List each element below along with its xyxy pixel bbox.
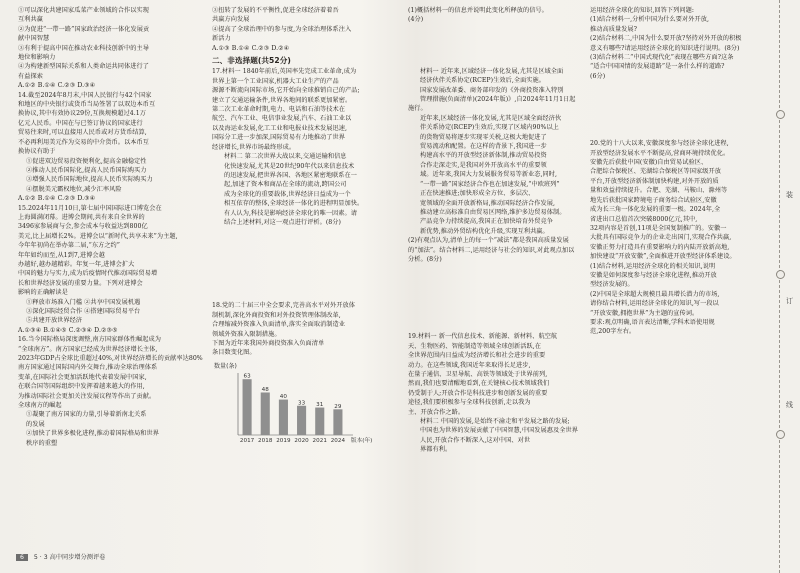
text-line: 合作走深走实,是我国对外开放高水平的重要领 <box>420 161 547 169</box>
text-line: 平台,开放型经济新体制加快构建,对外开放的质 <box>590 177 719 185</box>
text-line: 意义有哪些?请运用经济全球化的知识进行说明。(8分) <box>590 44 740 52</box>
text-line: ②加快了世界多极化进程,推动着国际格局和世界 <box>26 430 160 438</box>
text-line: 合理缩减外资准入负面清单,落实全面取消制造业 <box>212 321 346 329</box>
text-line: 材料二 中国的发展,是始终不渝走和平发展之路的发展; <box>420 418 570 425</box>
text-line: 有益探索 <box>18 72 43 80</box>
text-line: (3)结合材料二“中国式现代化”表现在哪些方面?这条 <box>590 54 734 62</box>
text-line: 和地区的中央银行或货币当局签署了以双边本币互 <box>18 101 156 109</box>
text-line: 地位和影响力 <box>18 54 56 62</box>
text-line: 有人认为,科技是影响经济全球化的唯一因素。请 <box>224 209 358 217</box>
q15-stem <box>18 204 204 298</box>
text-line: 途径,我们要积极参与全球科技创新,走以我为 <box>408 399 531 407</box>
x-tick-label: 2018 <box>258 437 273 444</box>
page-number: 6 <box>16 554 28 561</box>
text-line: (2)有观点认为,清单上的每一个“减法”都是我国高质量发展的“加法”。结合材料二,运用经济与社会的知识,对此观点加以分析。(8分) <box>408 237 575 263</box>
text-line: 年年如约而至,从1到7,进博会越 <box>18 251 105 259</box>
text-line: “一带一路”国家经济合作也在加速发展,“中欧班列” <box>420 180 560 188</box>
text-line: 的迅速发展,把世界各国、各地区紧密地联系在一 <box>224 171 358 179</box>
text-line: “开放安徽,拥抱世界”为主题的宣传词。 <box>590 309 699 317</box>
text-line: 源源不断流向国际市场,它开始向全球推销自己的产品; <box>212 87 360 95</box>
text-line: 起,加速了资本和商品在全球的流动,跨国公司 <box>224 181 347 189</box>
bar-chart <box>212 361 392 453</box>
bar-chart-svg <box>212 361 387 453</box>
text-line: 的发展 <box>26 420 45 428</box>
q19-material-1 <box>408 332 580 417</box>
text-line: 航空、汽车工业、电信事业发展,汽车、石油工业以 <box>212 115 352 123</box>
text-line: 开放型经济发展水平不断提高,营商环境持续优化。 <box>590 149 730 157</box>
x-tick-label: 2017 <box>239 437 255 444</box>
text-line: 3496家参展商与会,参会成本与收益达到800亿 <box>18 223 148 231</box>
bar-2021 <box>315 407 324 434</box>
text-line: (1)概括材料一的信息并说明此变化所释放的信号。 <box>408 7 548 14</box>
text-line: (1)结合材料,运用经济全球化的相关知识,说明 <box>590 262 716 270</box>
text-line: ④为构建新型国际关系和人类命运共同体进行了 <box>18 63 149 71</box>
q16-stem <box>18 335 204 410</box>
column-3 <box>408 6 580 455</box>
text-line: 大批具有国际竞争力的企业走出国门,实现合作共赢, <box>590 234 732 242</box>
bar-value-label: 31 <box>316 401 324 408</box>
bar-value-label: 48 <box>261 386 269 393</box>
text-line: 主、开放合作之路。 <box>408 408 465 416</box>
text-line: 共赢方向发展 <box>212 16 250 24</box>
text-line: (2)中国是全球超大规模且最具增长潜力的市场, <box>590 290 720 298</box>
text-line: (6分) <box>590 72 606 80</box>
x-tick-label: 2019 <box>276 437 291 444</box>
text-line: 成为全球化的重要载体,世界经济日益成为一个 <box>224 190 351 198</box>
text-line: (2)结合材料二,中国为什么要开放?坚持对外开放的积极 <box>590 35 742 43</box>
footer-title: 5 · 3 高中同步增分测评卷 <box>33 554 106 561</box>
text-line: 长和世界经济发展的重要力量。下列对进博会 <box>18 279 143 287</box>
binding-label: 线 <box>786 401 793 409</box>
q18-material-2 <box>408 114 580 236</box>
text-line: 全球南方的崛起 <box>18 402 62 410</box>
text-line: 下图为近年来我国外商投资准入负面清单 <box>212 339 325 347</box>
x-tick-label: 2020 <box>294 437 309 444</box>
q18-sub1 <box>408 6 580 25</box>
text-line: 互利共赢 <box>18 16 43 24</box>
text-line: 影响的正确解读是 <box>18 289 68 297</box>
q20-questions <box>590 262 760 337</box>
text-line: 正在快速推进;加快形成全方位、多层次、 <box>420 190 535 198</box>
text-line: 美元,比上届增长2%。进博会以“新时代,共享未来”为主题, <box>18 232 178 240</box>
x-tick-label: 2021 <box>312 437 327 444</box>
text-line: 动力。在这些领域,我国近年来取得长足进步, <box>408 361 531 369</box>
column-1 <box>18 6 204 448</box>
q19-material-2 <box>408 417 580 455</box>
text-line: 范,200字左右。 <box>590 328 636 336</box>
text-line: ④摆脱美元霸权地位,减少汇率风险 <box>26 185 122 193</box>
text-line: 换协议有助于 <box>18 148 56 156</box>
q14-choices: A.①② B.①④ C.②③ D.③④ <box>18 195 96 203</box>
binding-hole <box>776 270 785 279</box>
bar-2020 <box>297 406 306 435</box>
text-line: (1)结合材料一,分析中国为什么要对外开放, <box>590 16 709 24</box>
text-line: 秩序的重塑 <box>26 439 58 447</box>
bar-value-label: 29 <box>334 403 342 410</box>
text-line: 材料二 第二次世界大战以来,交通运输和信息 <box>224 153 347 161</box>
text-line: 2023年GDP占全球比重超过40%,对世界经济增长的贡献率达80% <box>18 355 203 363</box>
column-4 <box>590 6 760 337</box>
text-line: 16.当今国际格局深度调整,南方国家群体性崛起成为 <box>18 336 161 344</box>
text-line: 加快建设“开放安徽”,全面推进开放型经济体系建设。 <box>590 253 736 261</box>
answer-space <box>408 264 580 332</box>
text-line: 在联合国等国际组织中发挥着越来越大的作用, <box>18 383 145 391</box>
text-line: 为推动国际社会更加关注发展议程等作出了贡献。 <box>18 392 156 400</box>
text-line: ③增强人民币国际地位,提高人民币实际购买力 <box>26 176 153 184</box>
text-line: 合肥综合保税区、芜湖综合保税区等国家级开放 <box>590 168 721 176</box>
text-line: 国际分工进一步加深,国际贸易有力地推动了世界 <box>212 134 346 142</box>
text-line: 18.党的二十届三中全会要求,完善高水平对外开放体 <box>212 302 355 310</box>
text-line: ②推动人民币国际化,提高人民币国际购买力 <box>26 166 147 174</box>
page-footer <box>16 552 105 561</box>
q17-material-2 <box>212 152 392 227</box>
text-line: 安徽正努力打造具有重要影响力的内陆开放新高地, <box>590 243 730 251</box>
text-line: 材料一 近年来,区域经济一体化发展,尤其是区域全面 <box>420 67 564 75</box>
text-line: 型经济发展的。 <box>590 281 634 289</box>
text-line: 以及海运业发展,化工工业和电报业技术发展迅速, <box>212 124 348 132</box>
answer-space <box>408 25 580 67</box>
text-line: 地先后获批国家跨境电子商务综合试验区,安徽 <box>590 196 717 204</box>
text-line: 中国的魅力与实力,成为后疫情时代推动国际贸易增 <box>18 270 158 278</box>
text-line: 相互依存的整体,全球经济一体化的进程明显加快。 <box>224 200 364 208</box>
text-line: 化快速发展,尤其是20世纪90年代以来信息技术 <box>224 162 355 170</box>
text-line: 域。近年来,我国大力发展服务贸易等新业态,同时, <box>420 171 558 179</box>
text-line: 献中国智慧 <box>18 35 50 43</box>
answer-space <box>590 81 760 139</box>
text-line: ①凝聚了南方国家的力量,引导着新南北关系 <box>26 411 147 419</box>
text-line: 宽领域的全面开放新格局,推动国际经济合作发展, <box>420 199 556 207</box>
q20-stem <box>590 139 760 261</box>
text-line: 15.2024年11月10日,第七届中国国际进口博览会在 <box>18 204 162 212</box>
text-line: 量和效益持续提升。合肥、芜湖、马鞍山、滁州等 <box>590 187 728 195</box>
q16-choices: A.①③ B.①④ C.②③ D.②④ <box>212 44 290 52</box>
text-line: ①释放市场准入门槛 ②共享中国发展机遇 <box>26 298 141 306</box>
text-line: ③深化国际经贸合作 ④搭建国际贸易平台 <box>26 308 141 315</box>
text-line: 19.材料一 新一代信息技术、新能源、新材料、航空航 <box>408 333 558 341</box>
answer-space <box>212 227 392 301</box>
text-line: ④提高了全球治理中的参与度,为全球治理体系注入 <box>212 25 352 33</box>
text-line: ②为促进“一带一路”国家政治经济一体化发展贡 <box>18 25 150 33</box>
q18-sub2 <box>408 236 580 264</box>
text-line: 经济增长,世界市场最终形成。 <box>212 143 296 151</box>
binding-hole <box>776 110 785 119</box>
section-heading: 二、非选择题(共52分) <box>212 56 291 66</box>
q14-stem <box>18 91 204 157</box>
text-line: 14.截至2024年8月末,中国人民银行与42个国家 <box>18 91 152 99</box>
q16-options-continued <box>212 6 392 44</box>
bar-2018 <box>261 392 270 435</box>
binding-label: 装 <box>786 191 793 199</box>
text-line: 仍受制于人;开放合作是科技进步和创新发展的重要 <box>408 389 548 397</box>
text-line: ①促进双边贸易投资便利化,提高金融稳定性 <box>26 157 147 165</box>
text-line: 天、生物医药、智能制造等领域全球创新活跃,在 <box>408 342 542 350</box>
text-line: “适合中国国情的发展道路”是一条什么样的道路? <box>590 63 725 71</box>
q16-options <box>18 410 204 448</box>
text-line: ⑤共建开放世界经济 <box>26 317 83 325</box>
q18-material-1 <box>408 67 580 114</box>
bar-value-label: 33 <box>297 400 306 407</box>
q13-options <box>18 6 204 81</box>
text-line: 然而,我们也要清醒地看到,在关键核心技术领域我们 <box>408 380 550 388</box>
q15-options <box>18 298 204 326</box>
x-axis-label: 版本(年) <box>351 437 373 444</box>
text-line: 领域外资准入限制措施。 <box>212 330 281 338</box>
text-line: ③扭转了发展的不平衡性,促进全球经济着着吾 <box>212 7 339 14</box>
text-line: 建立了交通运输条件,世界各地间的联系更加紧密。 <box>212 96 352 104</box>
text-line: 制机制,深化外商投资和对外投资管理体制改革, <box>212 311 341 319</box>
text-line: 17.材料一 1840年前后,英国率先完成工业革命,成为 <box>212 68 357 76</box>
text-line: 安徽先后获批中国(安徽)自由贸易试验区、 <box>590 159 708 167</box>
text-line: 世界上第一个工业国家,机器大工业生产的产品 <box>212 77 339 85</box>
text-line: ①可以深化共建国家瓜菜产业领域的合作以实现 <box>18 7 149 14</box>
text-line: 条目数变化图。 <box>212 349 256 357</box>
bar-2017 <box>243 379 252 435</box>
y-axis-label: 数量(条) <box>214 362 237 370</box>
text-line: 全世界范围内日益成为经济增长和社会进步的重要 <box>408 352 546 360</box>
text-line: 请你结合材料,运用经济全球化的知识,写一段以 <box>590 300 719 308</box>
bar-value-label: 40 <box>279 393 288 400</box>
text-line: (4分) <box>408 16 424 24</box>
text-line: ③有利于提高中国在推动农业科技创新中的主导 <box>18 44 149 52</box>
text-line: 推动高质量发展? <box>590 25 638 33</box>
text-line: 经济伙伴关系协定(RCEP)生效后,全面实施。 <box>420 77 546 85</box>
q14-options <box>18 157 204 195</box>
x-tick-label: 2024 <box>330 437 346 444</box>
text-line: 成为长三角一体化发展的重要一极。2024年,全 <box>590 206 721 214</box>
text-line: 新活力 <box>212 35 231 43</box>
text-line: 运用经济全球化的知识,回答下列问题: <box>590 7 694 14</box>
text-line: 结合上述材料,对这一观点进行评析。(8分) <box>224 218 341 226</box>
text-line: 推动建立高标准自由贸易区网络,维护多边贸易体制。 <box>420 208 566 216</box>
q18-stem <box>212 301 392 357</box>
text-line: 界都有利。 <box>420 446 452 454</box>
text-line: 贸易流动和配置。在这样的背景下,我国进一步 <box>420 143 547 151</box>
text-line: 要求:观点明确,语言表达清晰,学科术语使用规 <box>590 318 715 326</box>
text-line: 不必再利用美元作为交易的中介货币。以本币互 <box>18 138 149 146</box>
text-line: 的货物贸易将逐步实现零关税,这极大地促进了 <box>420 133 547 141</box>
q19-questions <box>590 6 760 81</box>
text-line: 20.党的十八大以来,安徽深度参与经济全球化进程, <box>590 140 729 148</box>
text-line: 变革,在国际社会更加活跃地代表着发展中国家, <box>18 373 147 381</box>
q17-material-1 <box>212 67 392 152</box>
bar-2024 <box>333 409 342 435</box>
binding-hole <box>776 430 785 439</box>
text-line: 管理措施(负面清单)(2024年版)》,自2024年11月1日起施行。 <box>408 96 576 113</box>
text-line: 构建高水平的开放型经济新体制,推动贸易投资 <box>420 152 547 160</box>
text-line: “全球南方”。南方国家已经成为世界经济增长主体, <box>18 345 158 353</box>
text-line: 上海圆满闭幕。进博会期间,共有来自全世界的 <box>18 213 145 221</box>
text-line: 今年年初尚在举办第二届,“东方之约” <box>18 242 121 250</box>
text-line: 换协议,其中有效协议29份,互换规模超过4.1万 <box>18 110 147 118</box>
text-line: 产品竞争力持续提高,我国正在加快培育外贸竞争 <box>420 218 554 226</box>
text-line: 贸易往来时,可以直接用人民币或对方货币结算, <box>18 129 147 137</box>
text-line: 亿元人民币。中国在与已签订协议的国家进行 <box>18 119 143 127</box>
column-2 <box>212 6 392 453</box>
bar-value-label: 63 <box>243 373 251 380</box>
text-line: 人民,开放合作不断深入,这对中国、对世 <box>420 436 531 444</box>
text-line: 省进出口总值首次突破8000亿元,其中, <box>590 215 698 223</box>
text-line: 在量子通信、卫星导航、高铁等领域处于世界前列, <box>408 370 548 378</box>
text-line: 新优势,推动外贸结构优化升级,实现互利共赢。 <box>420 227 549 235</box>
binding-label: 订 <box>786 297 793 305</box>
q13-choices: A.①② B.①④ C.②③ D.③④ <box>18 82 96 90</box>
bar-2019 <box>279 399 288 434</box>
text-line: 32项内容是首创,11项是全国复制推广的。安徽一 <box>590 224 727 232</box>
text-line: 中国也为世界的发展贡献了中国智慧,中国发展惠及全世界 <box>420 427 578 435</box>
text-line: 近年来,区域经济一体化发展,尤其是区域全面经济伙 <box>420 114 562 122</box>
q15-choices: A.①③④ B.①④⑤ C.②③④ D.②③⑤ <box>18 326 118 334</box>
text-line: 国家发展改革委、商务部印发的《外商投资准入特别 <box>420 86 564 94</box>
text-line: 伴关系协定(RCEP)生效后,实现了区域内90%以上 <box>420 124 559 132</box>
text-line: 安徽是如何深度参与经济全球化进程,推动开放 <box>590 271 717 279</box>
text-line: 南方国家通过国际国内外交舞台,推动全球治理体系 <box>18 364 158 372</box>
binding-line <box>779 0 782 573</box>
text-line: 办越好,越办越精彩。年复一年,进博会扩大 <box>18 260 135 268</box>
text-line: 第二次工业革命时期,电力、电话和石油等技术在 <box>212 106 346 114</box>
